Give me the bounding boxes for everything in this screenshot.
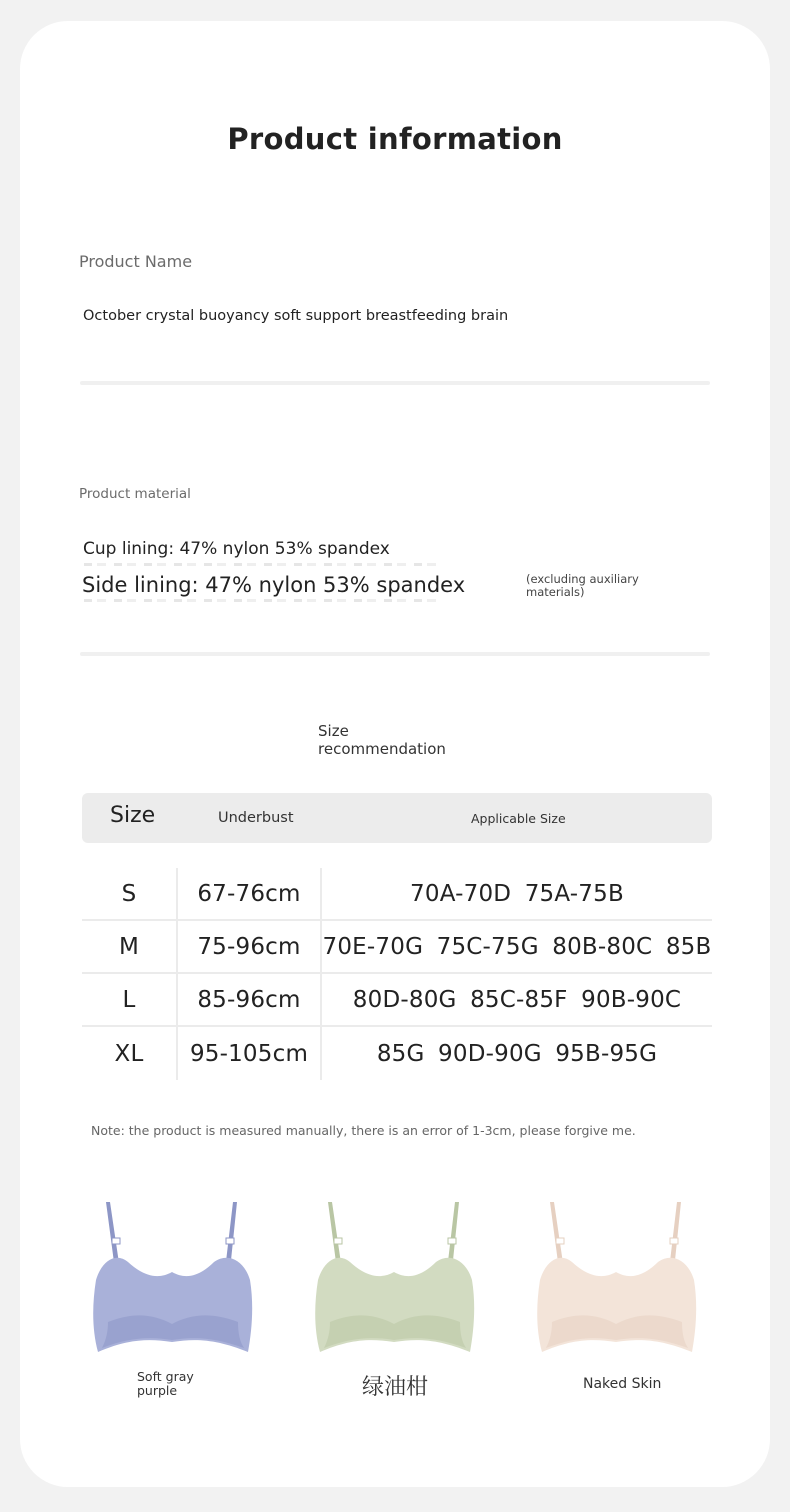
table-row — [82, 868, 712, 921]
color-caption: 绿油柑 — [362, 1375, 429, 1400]
section-divider — [80, 652, 710, 656]
cell-underbust: 85-96cm — [178, 974, 322, 1025]
faded-text-artifact — [84, 599, 444, 602]
size-recommendation-heading: Size recommendation — [318, 722, 446, 758]
strap — [550, 1202, 681, 1270]
cell-underbust: 95-105cm — [178, 1027, 322, 1080]
material-line-cup: Cup lining: 47% nylon 53% spandex — [83, 539, 390, 559]
header-size: Size — [110, 803, 156, 828]
product-material-label: Product material — [79, 486, 191, 502]
cell-applicable: 80D-80G 85C-85F 90B-90C — [352, 986, 682, 1013]
page-title: Product information — [227, 122, 563, 156]
cell-applicable: 70E-70G 75C-75G 80B-80C 85B — [322, 933, 712, 960]
cell-applicable: 70A-70D 75A-75B — [410, 880, 624, 907]
color-caption: Soft gray purple — [137, 1369, 194, 1398]
section-divider — [80, 381, 710, 385]
cell-size: XL — [82, 1027, 178, 1080]
cell-underbust: 75-96cm — [178, 921, 322, 972]
color-caption: Naked Skin — [583, 1376, 662, 1392]
table-row — [82, 974, 712, 1027]
cell-size: L — [82, 974, 178, 1025]
strap-clip — [556, 1238, 678, 1244]
strap — [328, 1202, 459, 1270]
strap — [106, 1202, 237, 1270]
header-underbust: Underbust — [218, 810, 294, 826]
table-row — [82, 921, 712, 974]
material-note: (excluding auxiliary materials) — [526, 572, 639, 599]
faded-text-artifact — [84, 563, 444, 566]
bra-illustration-icon — [88, 1200, 258, 1360]
strap-clip — [112, 1238, 234, 1244]
header-applicable-size: Applicable Size — [471, 811, 566, 826]
cell-applicable: 85G 90D-90G 95B-95G — [376, 1040, 658, 1067]
measurement-note: Note: the product is measured manually, there is an error of 1-3cm, please forgive me. — [91, 1123, 636, 1138]
product-name-label: Product Name — [79, 252, 193, 271]
cell-size: S — [82, 868, 178, 919]
table-row — [82, 1027, 712, 1080]
material-line-side: Side lining: 47% nylon 53% spandex — [82, 573, 466, 597]
bra-illustration-icon — [310, 1200, 480, 1360]
size-table — [82, 868, 712, 1080]
cell-underbust: 67-76cm — [178, 868, 322, 919]
product-name-value: October crystal buoyancy soft support breastfeeding brain — [83, 308, 509, 324]
bra-illustration-icon — [532, 1200, 702, 1360]
size-table-header — [82, 793, 712, 843]
cell-size: M — [82, 921, 178, 972]
strap-clip — [334, 1238, 456, 1244]
